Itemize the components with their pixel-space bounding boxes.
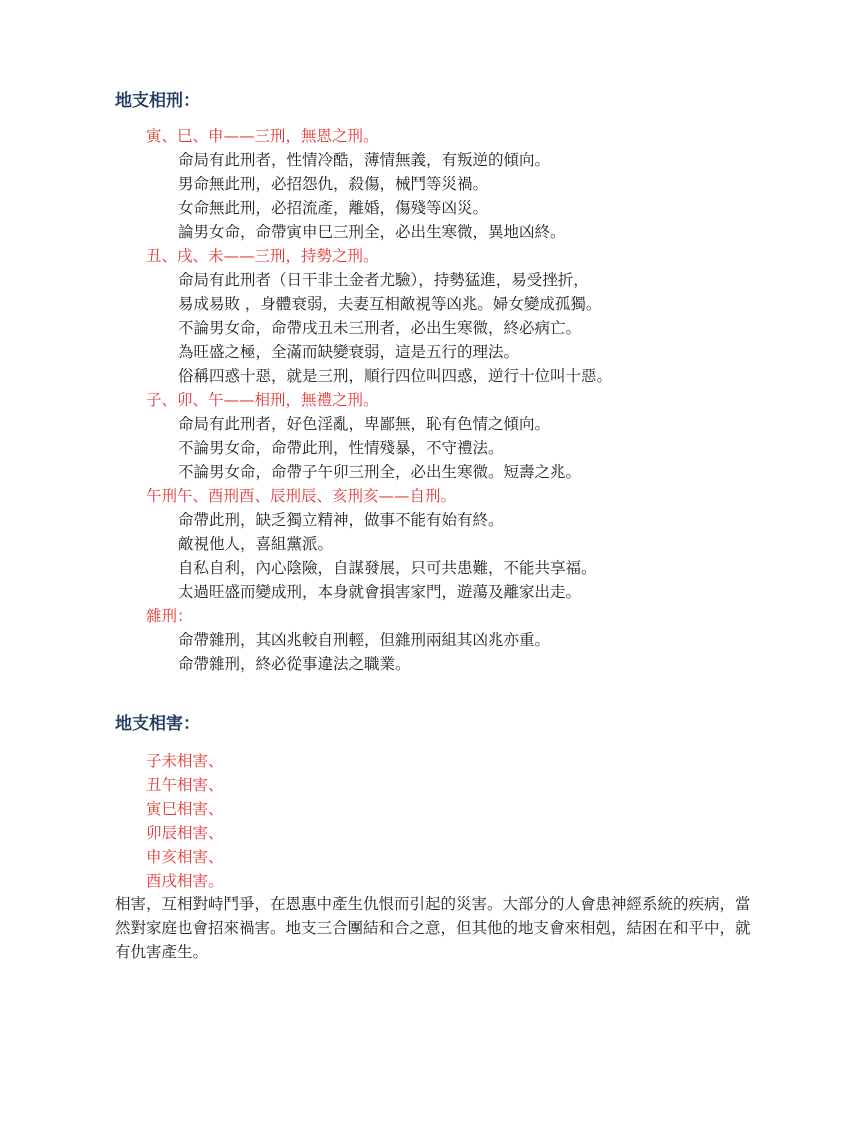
hai-paragraph: 相害，互相對峙鬥爭，在恩惠中產生仇恨而引起的災害。大部分的人會患神經系統的疾病，當然對家庭也會招來禍害。地支三合團結和合之意，但其他的地支會來相剋，結困在和平中，就有仇害產生。 (115, 895, 751, 961)
xing-line: 太過旺盛而變成刑，本身就會損害家門，遊蕩及離家出走。 (178, 583, 582, 601)
xing-line: 命局有此刑者，好色淫亂，卑鄙無，恥有色情之傾向。 (178, 415, 551, 433)
xing-line: 不論男女命，命帶子午卯三刑全，必出生寒微。短壽之兆。 (178, 463, 582, 481)
xing-group-heading: 子、卯、午——相刑，無禮之刑。 (146, 391, 379, 409)
xing-line: 命局有此刑者（日干非土金者尤驗），持勢猛進，易受挫折， (178, 271, 589, 289)
xing-line: 論男女命，命帶寅申巳三刑全，必出生寒微，異地凶終。 (178, 223, 566, 241)
xing-line: 不論男女命，命帶戌丑未三刑者，必出生寒微，終必病亡。 (178, 319, 582, 337)
hai-item: 丑午相害、 (146, 776, 224, 794)
hai-item: 子未相害、 (146, 752, 224, 770)
xing-group-heading: 午刑午、酉刑酉、辰刑辰、亥刑亥——自刑。 (146, 487, 457, 505)
xing-line: 女命無此刑，必招流產，離婚，傷殘等凶災。 (178, 199, 489, 217)
hai-item: 酉戌相害。 (146, 872, 224, 890)
xing-line: 男命無此刑，必招怨仇，殺傷，械鬥等災禍。 (178, 175, 489, 193)
xing-line: 易成易敗 ，身體衰弱，夫妻互相敵視等凶兆。婦女變成孤獨。 (178, 295, 602, 313)
xing-group-heading: 丑、戌、未——三刑，持勢之刑。 (146, 247, 379, 265)
xing-line: 俗稱四惑十惡，就是三刑，順行四位叫四惑，逆行十位叫十惡。 (178, 367, 613, 385)
xing-line: 命帶雜刑，終必從事違法之職業。 (178, 655, 411, 673)
xing-group-heading: 寅、巳、申——三刑，無恩之刑。 (146, 127, 379, 145)
hai-item: 申亥相害、 (146, 848, 224, 866)
xing-line: 自私自利，內心陰險，自謀發展，只可共患難，不能共享福。 (178, 559, 597, 577)
section-title-hai: 地支相害： (115, 714, 200, 734)
xing-line: 命局有此刑者，性情冷酷，薄情無義，有叛逆的傾向。 (178, 151, 551, 169)
xing-line: 命帶此刑，缺乏獨立精神，做事不能有始有終。 (178, 511, 504, 529)
hai-item: 寅巳相害、 (146, 800, 224, 818)
section-title-xing: 地支相刑： (115, 91, 200, 111)
xing-line: 為旺盛之極，全滿而缺變衰弱，這是五行的理法。 (178, 343, 520, 361)
xing-line: 命帶雜刑，其凶兆較自刑輕，但雜刑兩組其凶兆亦重。 (178, 631, 551, 649)
xing-line: 不論男女命，命帶此刑，性情殘暴，不守禮法。 (178, 439, 504, 457)
xing-group-heading: 雜刑： (146, 607, 193, 625)
hai-item: 卯辰相害、 (146, 824, 224, 842)
xing-line: 敵視他人，喜組黨派。 (178, 535, 334, 553)
